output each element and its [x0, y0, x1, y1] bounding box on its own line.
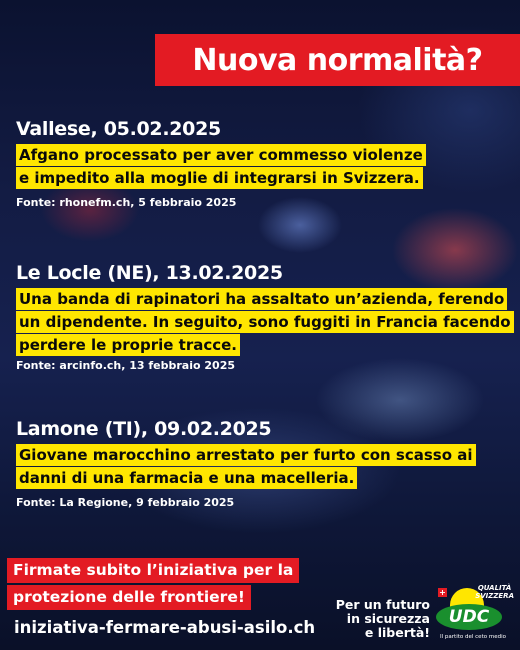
news-headline	[16, 444, 516, 490]
headline-line: Giovane marocchino arrestato per furto con scasso ai	[16, 444, 476, 466]
news-headline	[16, 288, 516, 357]
news-headline	[16, 144, 516, 190]
headline-line: danni di una farmacia e una macelleria.	[16, 467, 357, 489]
news-source: Fonte: arcinfo.ch, 13 febbraio 2025	[16, 359, 236, 372]
news-source: Fonte: La Regione, 9 febbraio 2025	[16, 496, 235, 509]
news-place-date: Le Locle (NE), 13.02.2025	[16, 262, 283, 284]
headline-line: Una banda di rapinatori ha assaltato un’azienda, ferendo	[16, 288, 507, 310]
cta-line: Firmate subito l’iniziativa per la	[7, 558, 299, 583]
cta-line: protezione delle frontiere!	[7, 585, 251, 610]
udc-badge	[436, 604, 502, 630]
news-item	[16, 418, 516, 509]
news-place-date: Vallese, 05.02.2025	[16, 118, 221, 140]
headline-line: e impedito alla moglie di integrarsi in Svizzera.	[16, 167, 423, 189]
swiss-cross-icon: +	[439, 588, 446, 597]
headline-line: un dipendente. In seguito, sono fuggiti in Francia facendo	[16, 311, 514, 333]
party-tagline: Il partito del ceto medio	[440, 634, 506, 640]
slogan-line: in sicurezza	[346, 611, 430, 626]
slogan-line: Per un futuro	[335, 597, 430, 612]
headline-line: Afgano processato per aver commesso violenze	[16, 144, 426, 166]
slogan-line: e libertà!	[364, 625, 430, 640]
news-item	[16, 118, 516, 209]
quality-label: QUALITÀ SVIZZERA	[475, 584, 514, 600]
call-to-action	[7, 558, 299, 612]
news-source: Fonte: rhonefm.ch, 5 febbraio 2025	[16, 196, 237, 209]
title-banner	[155, 34, 520, 86]
initiative-url[interactable]: iniziativa-fermare-abusi-asilo.ch	[14, 618, 316, 637]
party-name: UDC	[448, 607, 490, 627]
udc-logo	[430, 582, 516, 646]
news-item	[16, 262, 516, 372]
news-place-date: Lamone (TI), 09.02.2025	[16, 418, 272, 440]
page-title: Nuova normalità?	[192, 42, 483, 78]
headline-line: perdere le proprie tracce.	[16, 334, 240, 356]
slogan	[330, 598, 430, 640]
